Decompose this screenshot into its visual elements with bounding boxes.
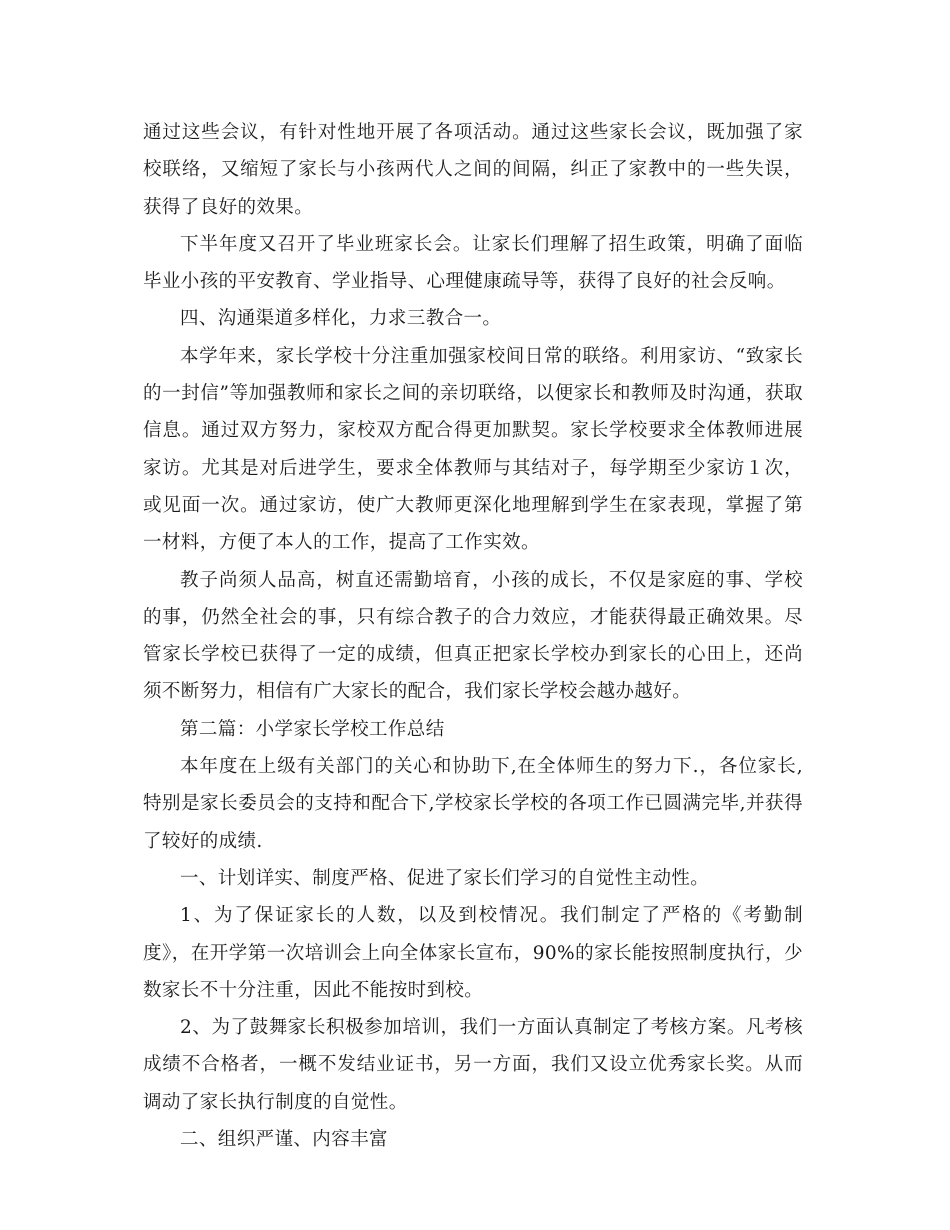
paragraph: 下半年度又召开了毕业班家长会。让家长们理解了招生政策，明确了面临毕业小孩的平安教育、学业指导、心理健康疏导等，获得了良好的社会反响。: [143, 233, 803, 293]
paragraph-continuation: 通过这些会议，有针对性地开展了各项活动。通过这些家长会议，既加强了家校联络，又缩短了家长与小孩两代人之间的间隔，纠正了家教中的一些失误，获得了良好的效果。: [143, 122, 803, 218]
document-body: [143, 114, 803, 1158]
article-title: 第二篇：小学家长学校工作总结: [180, 718, 445, 740]
section-heading: 一、计划详实、制度严格、促进了家长们学习的自觉性主动性。: [180, 867, 710, 889]
paragraph: 本年度在上级有关部门的关心和协助下,在全体师生的努力下.，各位家长,特别是家长委员会的支持和配合下,学校家长学校的各项工作已圆满完毕,并获得了较好的成绩.: [143, 756, 803, 852]
section-heading: 二、组织严谨、内容丰富: [180, 1129, 388, 1151]
paragraph: 教子尚须人品高，树直还需勤培育，小孩的成长，不仅是家庭的事、学校的事，仍然全社会的事，只有综合教子的合力效应，才能获得最正确效果。尽管家长学校已获得了一定的成绩，但真正把家长学校办到家长的心田上，还尚须不断努力，相信有广大家长的配合，我们家长学校会越办越好。: [143, 569, 803, 703]
section-heading: 四、沟通渠道多样化，力求三教合一。: [180, 308, 502, 330]
paragraph: 本学年来，家长学校十分注重加强家校间日常的联络。利用家访、“致家长的一封信”等加强教师和家长之间的亲切联络，以便家长和教师及时沟通，获取信息。通过双方努力，家校双方配合得更加默契。家长学校要求全体教师进展家访。尤其是对后进学生，要求全体教师与其结对子，每学期至少家访１次，或见面一次。通过家访，使广大教师更深化地理解到学生在家表现，掌握了第一材料，方便了本人的工作，提高了工作实效。: [143, 345, 803, 554]
list-item: 1、为了保证家长的人数，以及到校情况。我们制定了严格的《考勤制度》，在开学第一次培训会上向全体家长宣布，90%的家长能按照制度执行，少数家长不十分注重，因此不能按时到校。: [143, 905, 803, 1001]
list-item: 2、为了鼓舞家长积极参加培训，我们一方面认真制定了考核方案。凡考核成绩不合格者，一概不发结业证书，另一方面，我们又设立优秀家长奖。从而调动了家长执行制度的自觉性。: [143, 1017, 803, 1113]
